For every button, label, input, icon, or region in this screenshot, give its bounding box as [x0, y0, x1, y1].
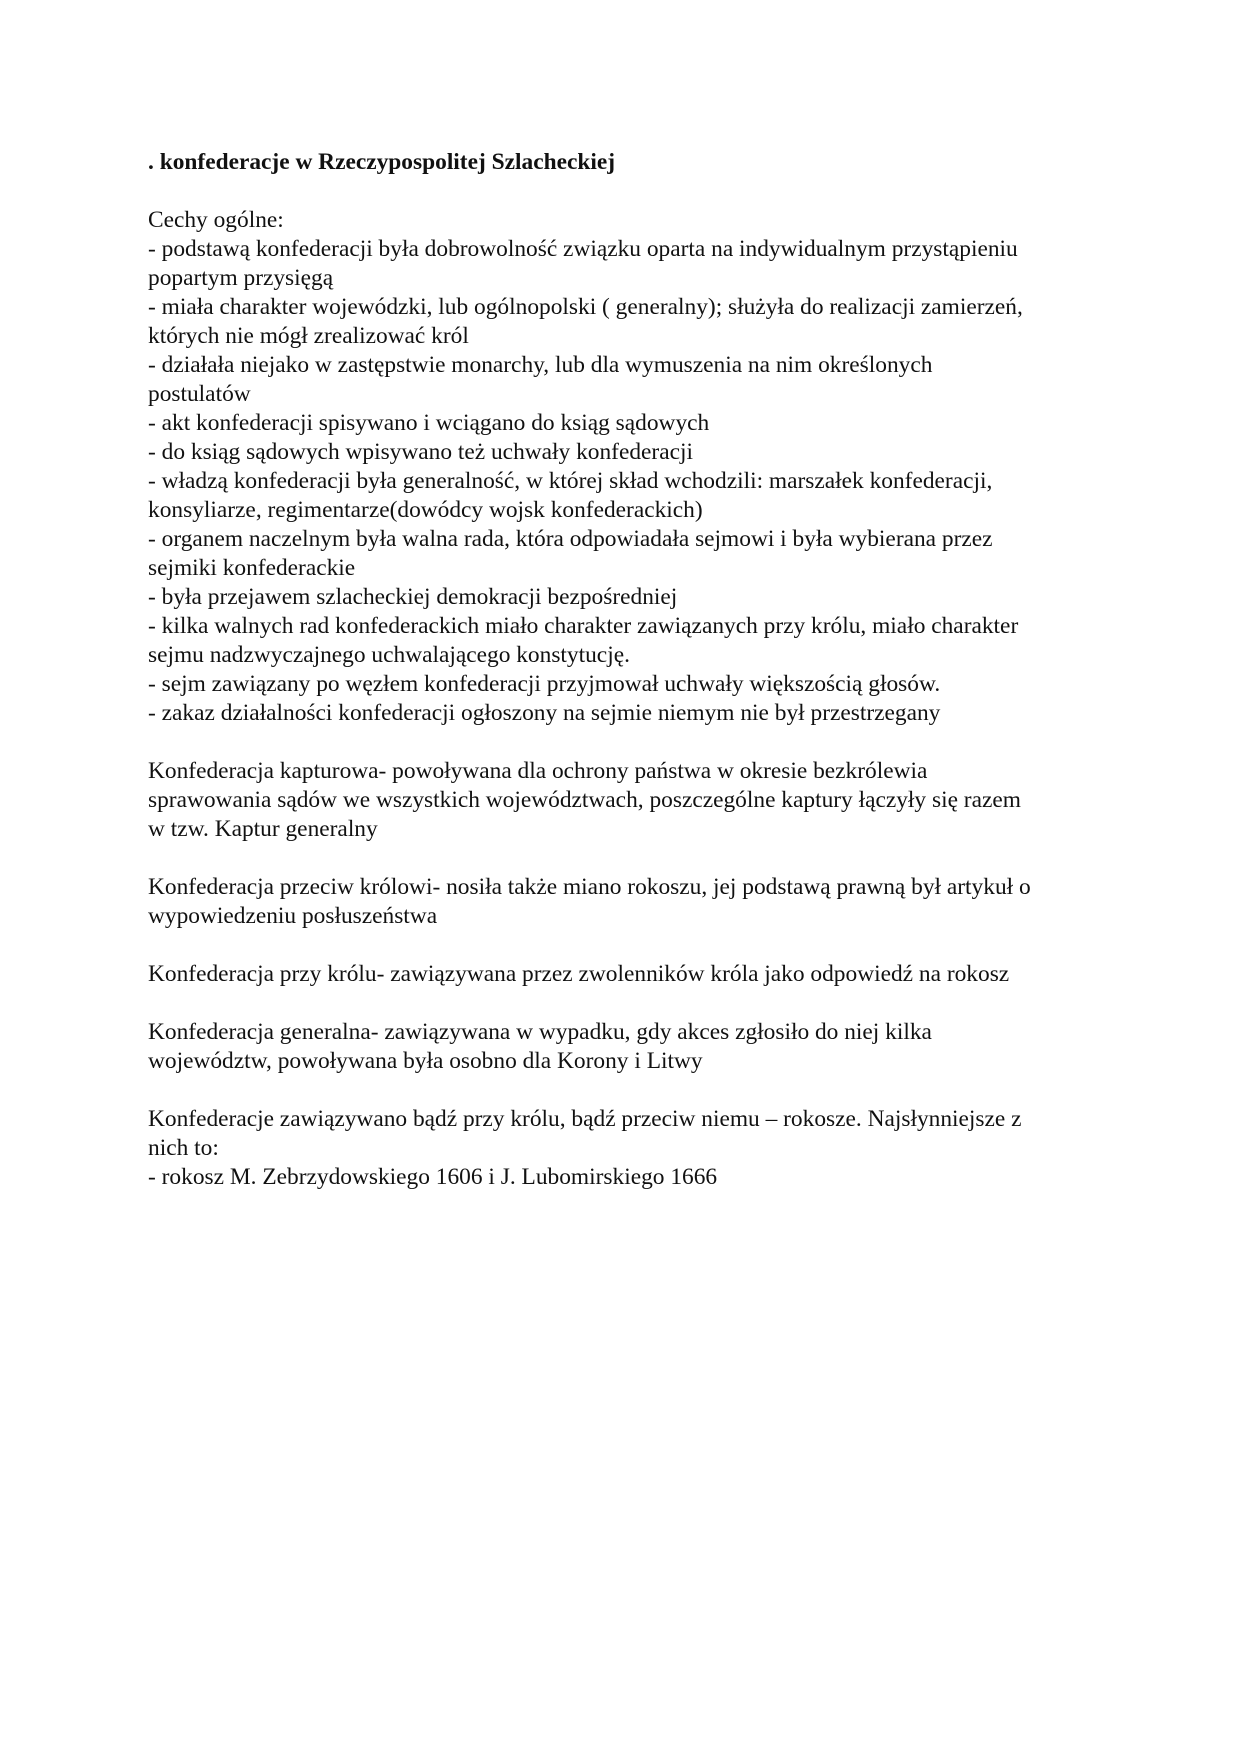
przeciw-krolowi-paragraph: [148, 873, 1108, 931]
generalna-paragraph: [148, 1018, 1108, 1076]
paragraph-line: województw, powoływana była osobno dla Korony i Litwy: [148, 1048, 703, 1074]
paragraph-line: nich to:: [148, 1135, 219, 1161]
general-feature-line: - kilka walnych rad konfederackich miało charakter zawiązanych przy królu, miało charakter: [148, 613, 1019, 639]
general-feature-line: których nie mógł zrealizować król: [148, 323, 469, 349]
general-feature-line: konsyliarze, regimentarze(dowódcy wojsk konfederackich): [148, 497, 703, 523]
general-feature-line: sejmiki konfederackie: [148, 555, 356, 581]
paragraph-line: Konfederacja kapturowa- powoływana dla ochrony państwa w okresie bezkrólewia: [148, 758, 928, 784]
document-body: [148, 148, 1108, 1221]
summary-paragraph: [148, 1105, 1108, 1192]
general-feature-line: sejmu nadzwyczajnego uchwalającego konstytucję.: [148, 642, 630, 668]
paragraph-line: wypowiedzeniu posłuszeństwa: [148, 903, 438, 929]
paragraph-line: Konfederacja przy królu- zawiązywana przez zwolenników króla jako odpowiedź na rokosz: [148, 961, 1010, 987]
general-feature-line: - sejm zawiązany po węzłem konfederacji przyjmował uchwały większością głosów.: [148, 671, 941, 697]
general-feature-line: popartym przysięgą: [148, 265, 334, 291]
general-features-section: [148, 206, 1108, 728]
przy-krolu-paragraph: [148, 960, 1108, 989]
general-feature-line: - podstawą konfederacji była dobrowolność związku oparta na indywidualnym przystąpieniu: [148, 236, 1018, 262]
document-title: . konfederacje w Rzeczypospolitej Szlacheckiej: [148, 149, 616, 175]
paragraph-line: w tzw. Kaptur generalny: [148, 816, 378, 842]
general-feature-line: - władzą konfederacji była generalność, w której skład wchodzili: marszałek konfederacji,: [148, 468, 993, 494]
paragraph-line: Konfederacje zawiązywano bądź przy królu, bądź przeciw niemu – rokosze. Najsłynniejsze z: [148, 1106, 1022, 1132]
kapturowa-paragraph: [148, 757, 1108, 844]
general-feature-line: - działała niejako w zastępstwie monarchy, lub dla wymuszenia na nim określonych: [148, 352, 933, 378]
general-feature-line: postulatów: [148, 381, 251, 407]
paragraph-line: sprawowania sądów we wszystkich województwach, poszczególne kaptury łączyły się razem: [148, 787, 1021, 813]
paragraph-line: Konfederacja generalna- zawiązywana w wypadku, gdy akces zgłosiło do niej kilka: [148, 1019, 932, 1045]
general-feature-line: - do ksiąg sądowych wpisywano też uchwały konfederacji: [148, 439, 693, 465]
general-feature-line: - organem naczelnym była walna rada, która odpowiadała sejmowi i była wybierana przez: [148, 526, 993, 552]
general-features-heading: Cechy ogólne:: [148, 207, 284, 233]
general-feature-line: - zakaz działalności konfederacji ogłoszony na sejmie niemym nie był przestrzegany: [148, 700, 941, 726]
general-feature-line: - akt konfederacji spisywano i wciągano do ksiąg sądowych: [148, 410, 710, 436]
paragraph-line: - rokosz M. Zebrzydowskiego 1606 i J. Lubomirskiego 1666: [148, 1164, 718, 1190]
general-feature-line: - była przejawem szlacheckiej demokracji bezpośredniej: [148, 584, 678, 610]
general-feature-line: - miała charakter wojewódzki, lub ogólnopolski ( generalny); służyła do realizacji zamierzeń,: [148, 294, 1023, 320]
paragraph-line: Konfederacja przeciw królowi- nosiła także miano rokoszu, jej podstawą prawną był artykuł o: [148, 874, 1031, 900]
